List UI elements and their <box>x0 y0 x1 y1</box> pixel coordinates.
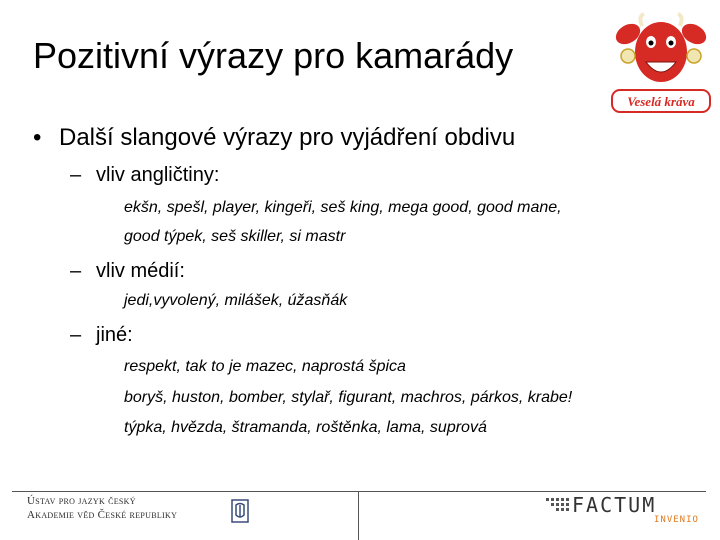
sub-bullet-label: jiné: <box>96 324 133 346</box>
institute-line-1: Ústav pro jazyk český <box>27 495 136 507</box>
institute-line-2: Akademie věd České republiky <box>27 509 178 521</box>
sub-bullet-other <box>70 322 133 348</box>
footer-divider <box>12 491 706 492</box>
dash-symbol: – <box>70 260 82 282</box>
dash-symbol: – <box>70 324 82 346</box>
sub-bullet-english <box>70 162 219 188</box>
main-bullet <box>33 122 515 154</box>
invenio-text: INVENIO <box>654 515 699 524</box>
dash-symbol: – <box>70 164 82 186</box>
bullet-symbol: • <box>33 124 42 151</box>
institute-name <box>27 494 177 522</box>
sub-bullet-label: vliv médií: <box>96 260 185 282</box>
list-item: týpka, hvězda, štramanda, roštěnka, lama, suprová <box>124 419 487 436</box>
sub-bullet-media <box>70 258 185 284</box>
list-item: good týpek, seš skiller, si mastr <box>124 228 346 245</box>
list-item: ekšn, spešl, player, kingeři, seš king, mega good, good mane, <box>124 199 562 216</box>
list-item: jedi,vyvolený, milášek, úžasňák <box>124 292 348 309</box>
factum-invenio-logo <box>546 494 708 524</box>
main-bullet-text: Další slangové výrazy pro vyjádření obdivu <box>59 124 516 151</box>
laughing-cow-logo <box>608 12 714 116</box>
list-item: respekt, tak to je mazec, naprostá špica <box>124 358 406 375</box>
sub-bullet-label: vliv angličtiny: <box>96 164 220 186</box>
slide-title: Pozitivní výrazy pro kamarády <box>33 35 514 76</box>
institute-emblem-icon <box>231 499 249 523</box>
footer-vertical-divider <box>358 491 359 540</box>
factum-text: FACTUM <box>572 494 657 517</box>
list-item: boryš, huston, bomber, stylař, figurant, machros, párkos, krabe! <box>124 389 573 406</box>
logo-text: Veselá kráva <box>627 94 695 109</box>
